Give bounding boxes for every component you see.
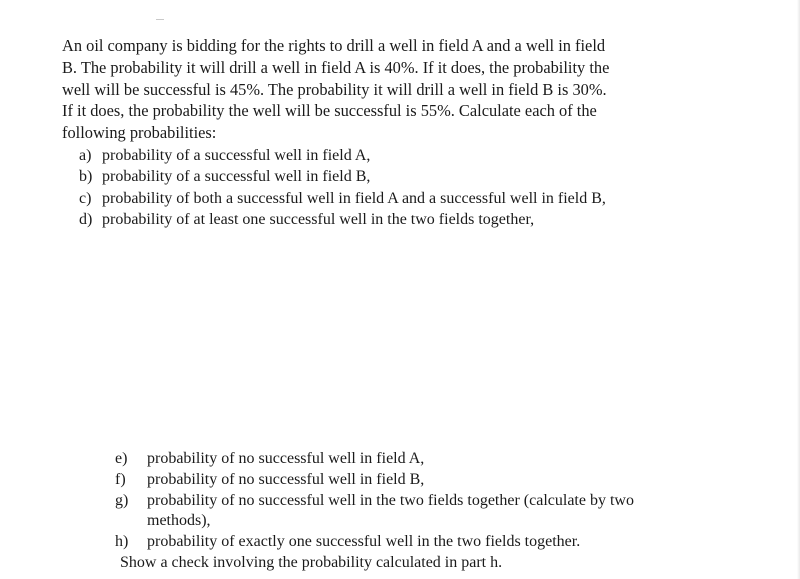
check-instruction: Show a check involving the probability calculated in part h.	[120, 554, 503, 571]
question-item-a	[79, 145, 606, 166]
item-letter: f)	[115, 470, 126, 488]
statement-line: B. The probability it will drill a well in field A is 40%. If it does, the probability the	[62, 57, 610, 77]
item-text: probability of a successful well in field A,	[102, 147, 371, 164]
item-text: probability of no successful well in the two fields together (calculate by two methods),	[147, 491, 634, 530]
item-text: probability of at least one successful well in the two fields together,	[102, 211, 535, 229]
scan-mark	[156, 19, 164, 20]
item-text: probability of no successful well in field A,	[147, 450, 425, 467]
statement-line: If it does, the probability the well will be successful is 55%. Calculate each of the	[62, 101, 597, 121]
item-letter: a)	[79, 147, 92, 164]
question-item-e	[115, 449, 634, 470]
question-item-d	[79, 209, 606, 230]
item-letter: h)	[115, 533, 129, 551]
question-list-second	[115, 449, 634, 553]
question-item-f	[115, 470, 634, 491]
statement-line: well will be successful is 45%. The probability it will drill a well in field B is 30%.	[62, 79, 607, 99]
question-item-b	[79, 166, 606, 187]
item-text: probability of exactly one successful well in the two fields together.	[147, 533, 581, 551]
item-letter: b)	[79, 168, 93, 186]
statement-line: An oil company is bidding for the rights to drill a well in field A and a well in field	[62, 36, 606, 55]
question-list-first	[79, 145, 606, 231]
question-item-c	[79, 188, 606, 209]
item-text: probability of a successful well in field B,	[102, 168, 371, 186]
problem-statement	[62, 35, 609, 144]
question-item-g	[115, 491, 634, 533]
question-item-h	[115, 532, 634, 553]
item-text: probability of both a successful well in field A and a successful well in field B,	[102, 189, 606, 207]
item-text: probability of no successful well in field B,	[147, 470, 425, 488]
statement-line: following probabilities:	[62, 123, 217, 143]
item-letter: g)	[115, 491, 129, 509]
item-letter: d)	[79, 211, 93, 229]
item-letter: e)	[115, 450, 128, 467]
item-letter: c)	[79, 189, 92, 207]
